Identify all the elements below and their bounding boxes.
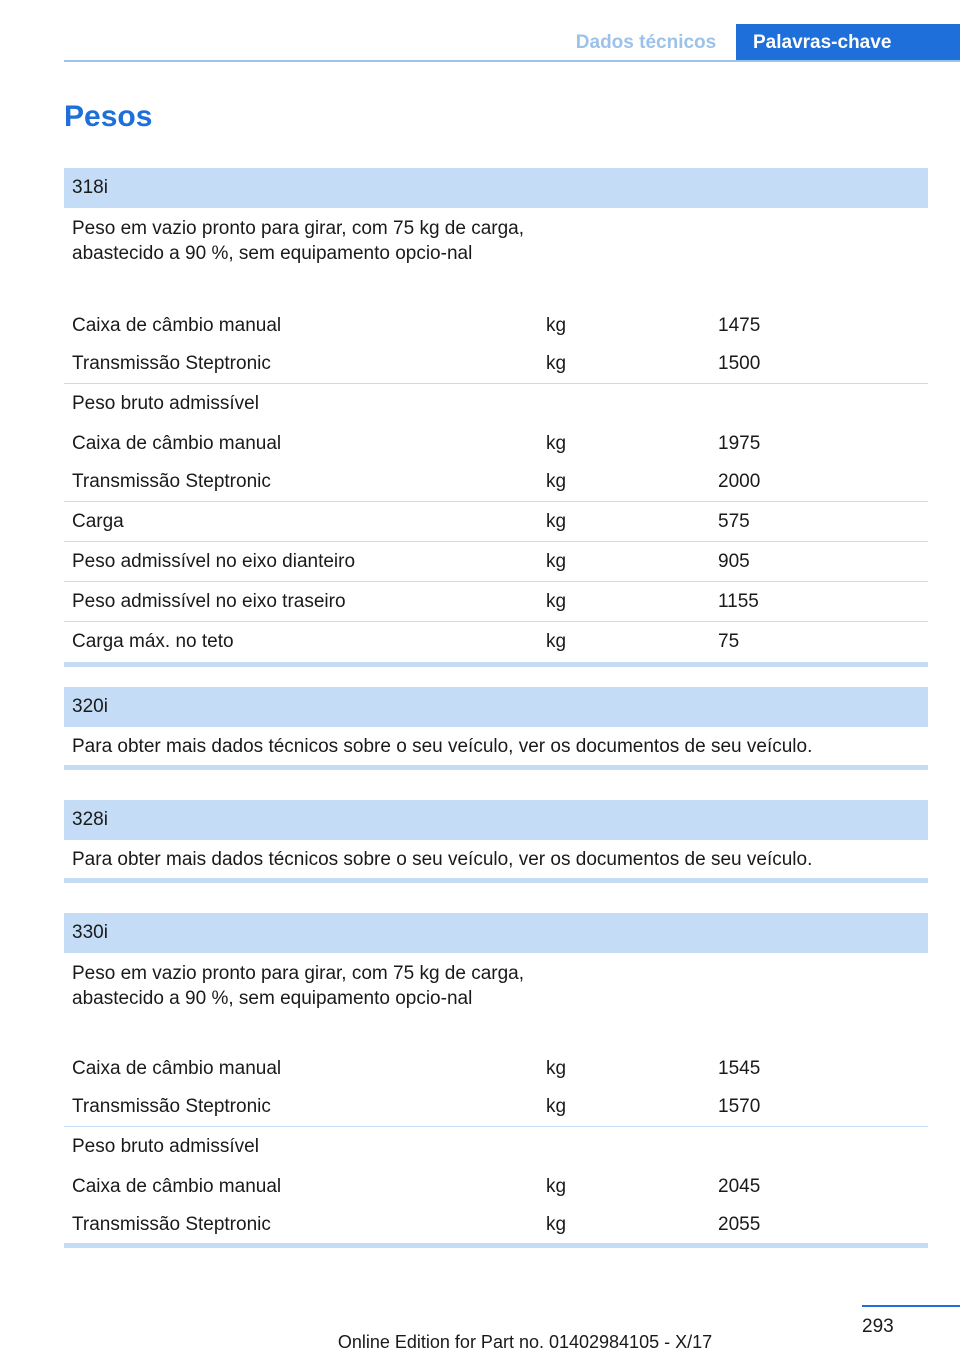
row-label: Caixa de câmbio manual	[72, 315, 282, 336]
table-row	[64, 384, 928, 424]
table-320i	[64, 687, 928, 770]
table-row	[64, 306, 928, 344]
row-label: Caixa de câmbio manual	[72, 1058, 282, 1079]
table-header-320i: 320i	[64, 687, 928, 727]
row-unit: kg	[546, 353, 567, 374]
row-value: 2045	[718, 1176, 761, 1197]
table-header-330i: 330i	[64, 913, 928, 953]
page-number: 293	[862, 1316, 894, 1337]
row-label: Peso admissível no eixo traseiro	[72, 591, 346, 612]
footer-rule	[862, 1305, 960, 1307]
table-row	[64, 208, 928, 306]
table-row	[64, 953, 928, 1049]
row-value: 2055	[718, 1214, 761, 1235]
row-note: Para obter mais dados técnicos sobre o seu veículo, ver os documentos de seu veículo.	[72, 849, 813, 870]
page-header	[0, 0, 960, 62]
row-value: 905	[718, 551, 750, 572]
table-row	[64, 344, 928, 384]
table-row	[64, 542, 928, 582]
row-label: Transmissão Steptronic	[72, 471, 271, 492]
row-label: Caixa de câmbio manual	[72, 433, 282, 454]
table-row	[64, 1127, 928, 1167]
table-330i	[64, 913, 928, 1248]
row-label: Peso bruto admissível	[72, 1136, 259, 1157]
table-row	[64, 727, 928, 765]
table-row	[64, 622, 928, 662]
table-row	[64, 840, 928, 878]
row-value: 1975	[718, 433, 761, 454]
row-value: 1570	[718, 1096, 761, 1117]
row-unit: kg	[546, 1176, 567, 1197]
row-value: 75	[718, 631, 740, 652]
row-label: Transmissão Steptronic	[72, 1214, 271, 1235]
row-unit: kg	[546, 1214, 567, 1235]
table-row	[64, 1205, 928, 1243]
table-row	[64, 462, 928, 502]
table-row	[64, 502, 928, 542]
row-label: Peso admissível no eixo dianteiro	[72, 551, 356, 572]
row-unit: kg	[546, 591, 567, 612]
row-unit: kg	[546, 1058, 567, 1079]
row-unit: kg	[546, 511, 567, 532]
table-row	[64, 1087, 928, 1127]
table-328i	[64, 800, 928, 883]
tab-dados-tecnicos[interactable]: Dados técnicos	[575, 32, 717, 53]
table-end-rule	[64, 662, 928, 667]
table-header-328i: 328i	[64, 800, 928, 840]
row-unit: kg	[546, 631, 567, 652]
row-value: 575	[718, 511, 750, 532]
row-value: 1475	[718, 315, 761, 336]
row-unit: kg	[546, 471, 567, 492]
row-value: 1155	[718, 591, 759, 612]
row-label: Carga	[72, 511, 124, 532]
table-row	[64, 1167, 928, 1205]
table-header-318i: 318i	[64, 168, 928, 208]
row-label: Peso bruto admissível	[72, 393, 259, 414]
row-label: Caixa de câmbio manual	[72, 1176, 282, 1197]
page-title: Pesos	[64, 100, 153, 133]
row-label: Transmissão Steptronic	[72, 353, 271, 374]
row-value: 2000	[718, 471, 761, 492]
header-divider	[64, 60, 960, 62]
tab-palavras-chave[interactable]: Palavras-chave	[736, 24, 960, 62]
row-label: Transmissão Steptronic	[72, 1096, 271, 1117]
row-label: Peso em vazio pronto para girar, com 75 kg de carga, abastecido a 90 %, sem equipamento opcio-nal	[72, 218, 525, 264]
edition-note: Online Edition for Part no. 01402984105 - X/17	[337, 1332, 713, 1352]
row-unit: kg	[546, 433, 567, 454]
row-label: Carga máx. no teto	[72, 631, 234, 652]
table-row	[64, 424, 928, 462]
row-label: Peso em vazio pronto para girar, com 75 kg de carga, abastecido a 90 %, sem equipamento opcio-nal	[72, 963, 525, 1009]
row-unit: kg	[546, 315, 567, 336]
row-value: 1545	[718, 1058, 761, 1079]
table-318i	[64, 168, 928, 667]
table-row	[64, 1049, 928, 1087]
row-unit: kg	[546, 551, 567, 572]
row-value: 1500	[718, 353, 761, 374]
table-row	[64, 582, 928, 622]
row-unit: kg	[546, 1096, 567, 1117]
row-note: Para obter mais dados técnicos sobre o seu veículo, ver os documentos de seu veículo.	[72, 736, 813, 757]
